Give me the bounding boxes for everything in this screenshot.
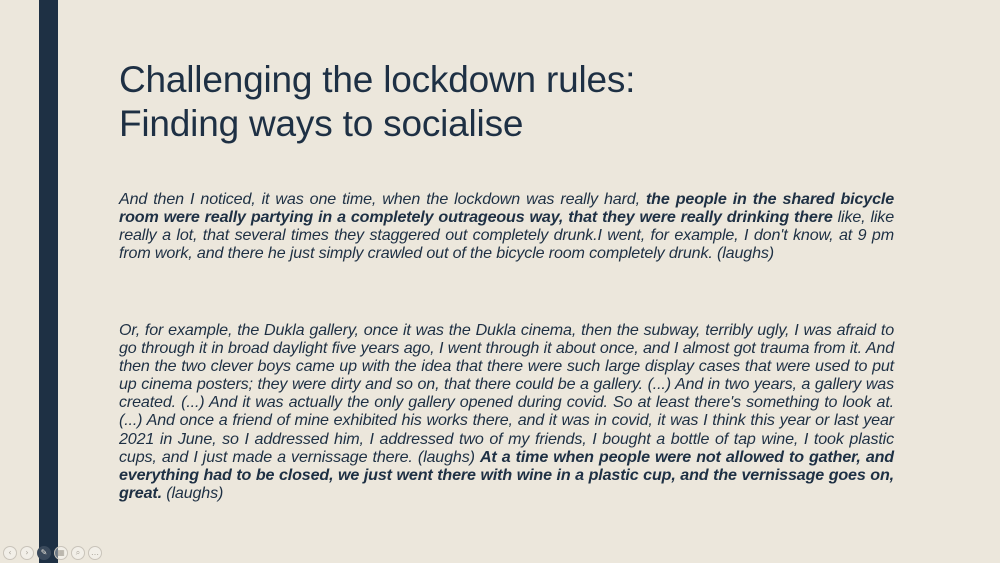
next-slide-icon[interactable]: › <box>20 546 34 560</box>
quote-2-emphasis: At a time when people were not allowed to gather, and everything had to be closed, we just went there with wine in a plastic cup, and the vernissage goes on, great. <box>119 447 894 502</box>
slide-title <box>119 58 919 146</box>
interview-quote-1 <box>119 190 894 262</box>
quote-1-emphasis: the people in the shared bicycle room were really partying in a completely outrageous way, that they were really drinking there <box>119 190 894 227</box>
pen-icon[interactable]: ✎ <box>37 546 51 560</box>
zoom-icon[interactable]: ⌕ <box>71 546 85 560</box>
quote-1-text-a: And then I noticed, it was one time, when the lockdown was really hard, <box>119 190 646 208</box>
previous-slide-icon[interactable]: ‹ <box>3 546 17 560</box>
more-options-icon[interactable]: … <box>88 546 102 560</box>
quote-2-text-a: Or, for example, the Dukla gallery, once it was the Dukla cinema, then the subway, terribly ugly, I was afraid to go through it in broad daylight five years ago, I went through it about once, and I almost got trauma from it. And then the two clever boys came up with the idea that there were such large display cases that were used to put up cinema posters; they were dirty and so on, that there could be a gallery. (...) And in two years, a gallery was created. (...) And it was actually the only gallery opened during covid. So at least there's something to look at. (...) And once a friend of mine exhibited his works there, and it was in covid, it was I think this year or last year 2021 in June, so I addressed him, I addressed two of my friends, I bought a bottle of tap wine, I took plastic cups, and I just made a vernissage there. (laughs) <box>119 321 894 466</box>
quote-1-text-b: like, like really a lot, that several times they staggered out completely drunk.I went, for example, I don't know, at 9 pm from work, and there he just simply crawled out of the bicycle room completely drunk. (laughs) <box>119 208 895 263</box>
slide-title-line-1: Challenging the lockdown rules: <box>119 59 636 100</box>
slideshow-controls <box>3 545 102 561</box>
accent-bar <box>39 0 58 563</box>
slide-title-line-2: Finding ways to socialise <box>119 103 524 144</box>
interview-quote-2 <box>119 321 894 502</box>
all-slides-icon[interactable]: ▦ <box>54 546 68 560</box>
quote-2-text-b: (laughs) <box>161 483 224 502</box>
